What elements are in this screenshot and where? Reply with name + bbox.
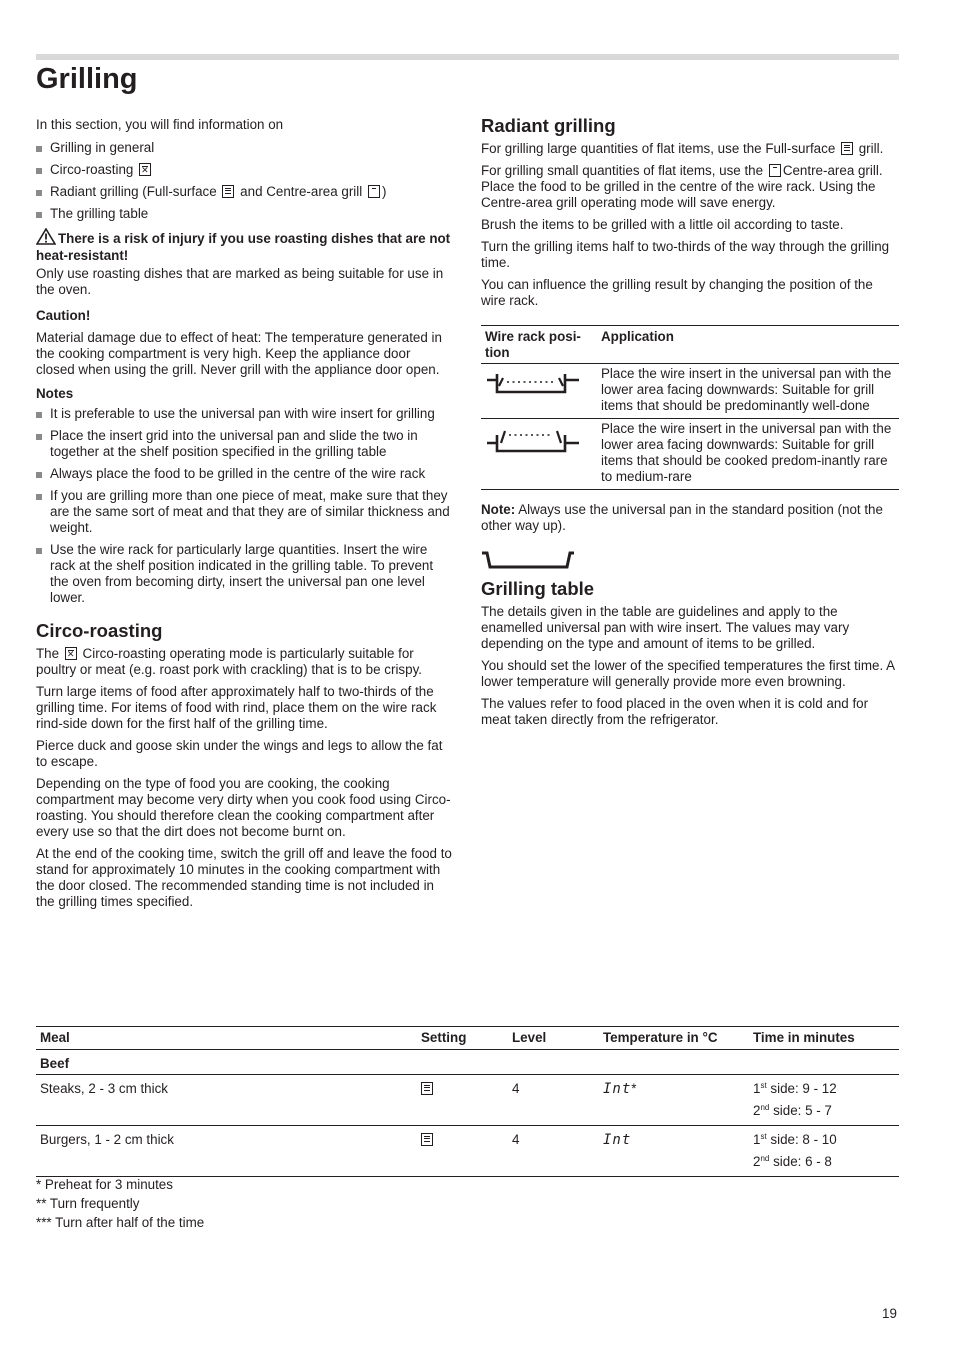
circo-roasting-icon [65, 647, 77, 660]
circo-paragraph: The ✕ Circo-roasting operating mode is particularly suitable for poultry or meat (e.g. roast pork with crackling) that is to be crispy. [36, 646, 452, 678]
circo-paragraph: Depending on the type of food you are cooking, the cooking compartment may become very dirty when you cook food using Circo-roasting. You should therefore clean the cooking compartment after every use so that the dirt does not become burnt on. [36, 776, 451, 839]
time-cell [749, 1075, 899, 1126]
radiant-paragraph: For grilling small quantities of flat items, use the Centre-area grill. Place the food to be grilled in the centre of the wire rack. Using the Centre-area grill operating mode will save energy. [481, 163, 883, 210]
level-cell: 4 [508, 1075, 599, 1126]
application-cell: Place the wire insert in the universal pan with the lower area facing downwards: Suitable for grill items that should be cooked predom-inantly rare to medium-rare [597, 419, 899, 490]
note-text: Note: Always use the universal pan in the standard position (not the other way up). [481, 502, 883, 533]
grilling-paragraph: The values refer to food placed in the oven when it is cold and for meat taken directly from the refrigerator. [481, 696, 869, 727]
centre-area-grill-icon [368, 185, 380, 198]
intro-text: In this section, you will find information on [36, 117, 284, 132]
header-rule [36, 54, 899, 60]
table-header-row [481, 326, 899, 364]
intro-list [36, 140, 452, 222]
temperature-cell: Int [599, 1126, 749, 1177]
notes-list [36, 406, 452, 606]
table-row [36, 1126, 899, 1177]
footnote: *** Turn after half of the time [36, 1215, 205, 1230]
grilling-table [36, 1026, 899, 1177]
category-label: Beef [36, 1050, 899, 1075]
temperature-cell: Int* [599, 1075, 749, 1126]
circo-paragraph: Turn large items of food after approximately half to two-thirds of the grilling time. For items of food with rind, place them on the wire rack rind-side down for the first half of the grilling time. [36, 684, 437, 731]
circo-roasting-heading: Circo-roasting [36, 620, 163, 641]
radiant-grilling-heading: Radiant grilling [481, 115, 616, 136]
left-column [36, 117, 452, 916]
wire-insert-down-icon [481, 364, 597, 419]
caution-text: Material damage due to effect of heat: The temperature generated in the cooking compartment is very high. Keep the appliance door closed when using the grill. Never grill with the appliance door open. [36, 330, 442, 377]
time-cell [749, 1126, 899, 1177]
list-item: Radiant grilling (Full-surface and Centre-area grill ) [36, 184, 452, 200]
footnotes [36, 1175, 204, 1232]
column-header: Application [597, 326, 899, 364]
footnote: ** Turn frequently [36, 1196, 140, 1211]
radiant-paragraph: Turn the grilling items half to two-thirds of the way through the grilling time. [481, 239, 890, 270]
list-item: It is preferable to use the universal pan with wire insert for grilling [36, 406, 452, 422]
table-row [36, 1075, 899, 1126]
centre-area-grill-icon [769, 164, 781, 177]
setting-cell [417, 1075, 508, 1126]
notes-title: Notes [36, 386, 74, 401]
circo-paragraph: Pierce duck and goose skin under the wings and legs to allow the fat to escape. [36, 738, 443, 769]
grilling-paragraph: You should set the lower of the specified temperatures the first time. A lower temperature will generally provide more even browning. [481, 658, 895, 689]
table-header-row [36, 1027, 899, 1050]
meal-cell: Burgers, 1 - 2 cm thick [36, 1126, 417, 1177]
column-header: Temperature in °C [599, 1027, 749, 1050]
list-item: Place the insert grid into the universal pan and slide the two in together at the shelf position specified in the grilling table [36, 428, 452, 460]
list-item: The grilling table [36, 206, 452, 222]
page-number: 19 [882, 1306, 897, 1321]
page-title: Grilling [36, 63, 138, 95]
list-item: If you are grilling more than one piece of meat, make sure that they are the same sort of meat and that they are of similar thickness and weight. [36, 488, 452, 536]
full-surface-grill-icon [421, 1133, 433, 1146]
warning-triangle-icon [36, 228, 56, 248]
column-header: Meal [36, 1027, 417, 1050]
universal-pan-icon [481, 550, 899, 574]
column-header: Wire rack posi- tion [481, 326, 597, 364]
level-cell: 4 [508, 1126, 599, 1177]
grilling-table-heading: Grilling table [481, 578, 595, 599]
radiant-paragraph: Brush the items to be grilled with a little oil according to taste. [481, 217, 844, 232]
time-line: 1st side: 9 - 12 [753, 1081, 837, 1096]
full-surface-grill-icon [841, 142, 853, 155]
circo-roasting-icon [139, 163, 151, 176]
footnote: * Preheat for 3 minutes [36, 1177, 173, 1192]
list-item: Circo-roasting ✕ [36, 162, 452, 178]
time-line: 2nd side: 5 - 7 [753, 1103, 832, 1118]
circo-paragraph: At the end of the cooking time, switch the grill off and leave the food to stand for approximately 10 minutes in the cooking compartment with the door closed. The recommended standing time is not included in the grilling times specified. [36, 846, 452, 909]
time-line: 2nd side: 6 - 8 [753, 1154, 832, 1169]
list-item: Use the wire rack for particularly large quantities. Insert the wire rack at the shelf position indicated in the grilling table. To prevent the oven from becoming dirty, insert the universal pan one level lower. [36, 542, 452, 606]
warning-text: Only use roasting dishes that are marked as being suitable for use in the oven. [36, 266, 444, 297]
category-row [36, 1050, 899, 1075]
caution-title: Caution! [36, 308, 91, 323]
warning-title: There is a risk of injury if you use roasting dishes that are not heat-resistant! [36, 228, 452, 263]
radiant-paragraph: For grilling large quantities of flat items, use the Full-surface grill. [481, 141, 884, 156]
application-cell: Place the wire insert in the universal pan with the lower area facing downwards: Suitable for grill items that should be predominantly well-done [597, 364, 899, 419]
column-header: Level [508, 1027, 599, 1050]
time-line: 1st side: 8 - 10 [753, 1132, 837, 1147]
column-header: Setting [417, 1027, 508, 1050]
meal-cell: Steaks, 2 - 3 cm thick [36, 1075, 417, 1126]
column-header: Time in minutes [749, 1027, 899, 1050]
right-column [481, 115, 899, 734]
table-row [481, 419, 899, 490]
wire-rack-table [481, 325, 899, 490]
grilling-paragraph: The details given in the table are guidelines and apply to the enamelled universal pan with wire insert. The values may vary depending on the type and amount of items to be grilled. [481, 604, 850, 651]
radiant-paragraph: You can influence the grilling result by changing the position of the wire rack. [481, 277, 873, 308]
setting-cell [417, 1126, 508, 1177]
list-item: Always place the food to be grilled in the centre of the wire rack [36, 466, 452, 482]
wire-insert-up-icon [481, 419, 597, 490]
full-surface-grill-icon [421, 1082, 433, 1095]
full-surface-grill-icon [222, 185, 234, 198]
table-row [481, 364, 899, 419]
list-item: Grilling in general [36, 140, 452, 156]
